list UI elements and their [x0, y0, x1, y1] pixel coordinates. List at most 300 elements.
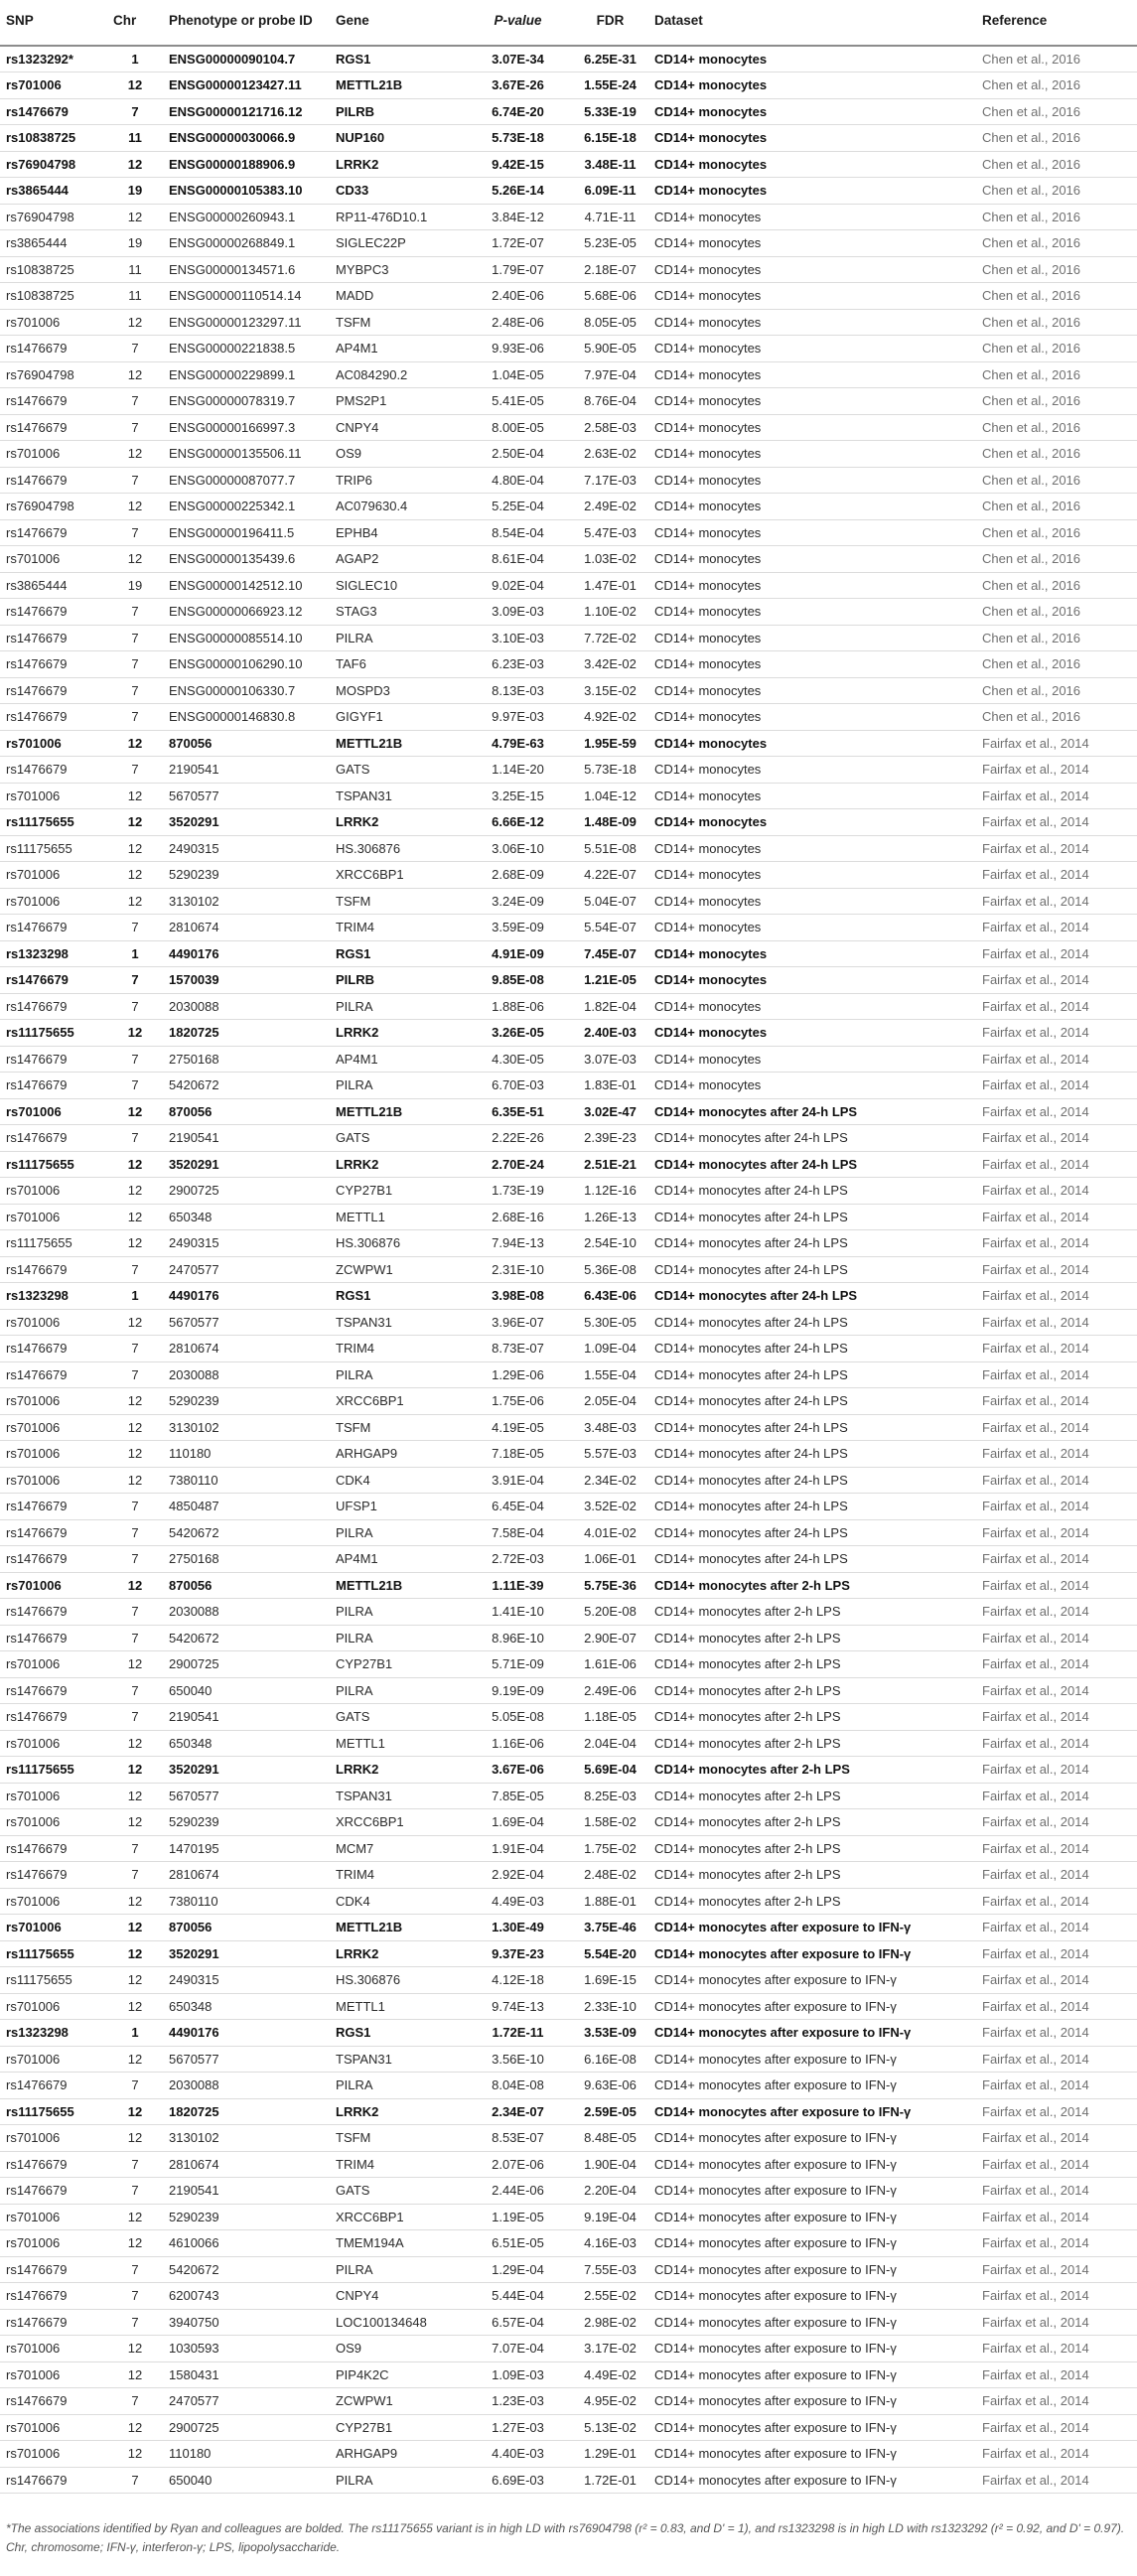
snp-cell: rs1476679 — [0, 336, 107, 362]
probe-cell: ENSG00000196411.5 — [163, 519, 330, 546]
fdr-cell: 9.19E-04 — [572, 2204, 648, 2230]
fdr-cell: 7.45E-07 — [572, 940, 648, 967]
pvalue-cell: 2.68E-09 — [464, 862, 572, 889]
table-row — [0, 2230, 1137, 2257]
chr-cell: 12 — [107, 151, 163, 178]
snp-cell: rs701006 — [0, 2441, 107, 2468]
chr-cell: 7 — [107, 677, 163, 704]
dataset-cell: CD14+ monocytes after exposure to IFN-γ — [648, 2098, 976, 2125]
fdr-cell: 1.58E-02 — [572, 1809, 648, 1836]
probe-cell: ENSG00000106330.7 — [163, 677, 330, 704]
reference-cell: Fairfax et al., 2014 — [976, 2467, 1137, 2494]
pvalue-cell: 9.02E-04 — [464, 572, 572, 599]
dataset-cell: CD14+ monocytes after 24-h LPS — [648, 1441, 976, 1468]
dataset-cell: CD14+ monocytes — [648, 494, 976, 520]
probe-cell: 2900725 — [163, 2414, 330, 2441]
chr-cell: 12 — [107, 809, 163, 836]
table-row — [0, 1204, 1137, 1230]
dataset-cell: CD14+ monocytes after exposure to IFN-γ — [648, 2336, 976, 2362]
snp-cell: rs11175655 — [0, 1230, 107, 1257]
snp-cell: rs1476679 — [0, 651, 107, 678]
dataset-cell: CD14+ monocytes after 24-h LPS — [648, 1494, 976, 1520]
dataset-cell: CD14+ monocytes after 24-h LPS — [648, 1125, 976, 1152]
dataset-cell: CD14+ monocytes after 24-h LPS — [648, 1467, 976, 1494]
pvalue-cell: 8.73E-07 — [464, 1336, 572, 1362]
reference-cell: Fairfax et al., 2014 — [976, 2336, 1137, 2362]
dataset-cell: CD14+ monocytes after 24-h LPS — [648, 1388, 976, 1415]
snp-cell: rs701006 — [0, 1809, 107, 1836]
gene-cell: AP4M1 — [330, 336, 464, 362]
snp-cell: rs701006 — [0, 1414, 107, 1441]
gene-cell: RGS1 — [330, 2020, 464, 2047]
snp-cell: rs701006 — [0, 2125, 107, 2152]
header-reference: Reference — [976, 0, 1137, 46]
header-probe: Phenotype or probe ID — [163, 0, 330, 46]
fdr-cell: 5.69E-04 — [572, 1757, 648, 1784]
snp-cell: rs701006 — [0, 546, 107, 573]
chr-cell: 7 — [107, 1125, 163, 1152]
pvalue-cell: 2.07E-06 — [464, 2151, 572, 2178]
gene-cell: ZCWPW1 — [330, 1256, 464, 1283]
chr-cell: 7 — [107, 1046, 163, 1073]
reference-cell: Fairfax et al., 2014 — [976, 1940, 1137, 1967]
pvalue-cell: 2.72E-03 — [464, 1546, 572, 1573]
probe-cell: 3130102 — [163, 2125, 330, 2152]
reference-cell: Chen et al., 2016 — [976, 467, 1137, 494]
probe-cell: 2030088 — [163, 993, 330, 1020]
probe-cell: ENSG00000121716.12 — [163, 98, 330, 125]
table-row — [0, 967, 1137, 994]
gene-cell: PILRA — [330, 1677, 464, 1704]
fdr-cell: 1.88E-01 — [572, 1888, 648, 1915]
table-row — [0, 2204, 1137, 2230]
gene-cell: OS9 — [330, 2336, 464, 2362]
chr-cell: 12 — [107, 730, 163, 757]
dataset-cell: CD14+ monocytes after 24-h LPS — [648, 1098, 976, 1125]
gene-cell: ZCWPW1 — [330, 2388, 464, 2415]
gene-cell: TRIM4 — [330, 2151, 464, 2178]
dataset-cell: CD14+ monocytes — [648, 940, 976, 967]
reference-cell: Fairfax et al., 2014 — [976, 1046, 1137, 1073]
gene-cell: TSPAN31 — [330, 2046, 464, 2073]
reference-cell: Fairfax et al., 2014 — [976, 1809, 1137, 1836]
snp-cell: rs1476679 — [0, 757, 107, 784]
chr-cell: 12 — [107, 1204, 163, 1230]
snp-cell: rs76904798 — [0, 151, 107, 178]
probe-cell: 4490176 — [163, 2020, 330, 2047]
gene-cell: CYP27B1 — [330, 2414, 464, 2441]
dataset-cell: CD14+ monocytes — [648, 1073, 976, 1099]
fdr-cell: 3.48E-03 — [572, 1414, 648, 1441]
snp-cell: rs10838725 — [0, 283, 107, 310]
fdr-cell: 2.49E-02 — [572, 494, 648, 520]
reference-cell: Chen et al., 2016 — [976, 256, 1137, 283]
table-row — [0, 915, 1137, 941]
table-row — [0, 1809, 1137, 1836]
fdr-cell: 5.30E-05 — [572, 1309, 648, 1336]
chr-cell: 12 — [107, 2441, 163, 2468]
dataset-cell: CD14+ monocytes after exposure to IFN-γ — [648, 2309, 976, 2336]
fdr-cell: 2.05E-04 — [572, 1388, 648, 1415]
table-row — [0, 1599, 1137, 1626]
gene-cell: GATS — [330, 2178, 464, 2205]
chr-cell: 7 — [107, 388, 163, 415]
pvalue-cell: 4.40E-03 — [464, 2441, 572, 2468]
pvalue-cell: 1.29E-04 — [464, 2256, 572, 2283]
fdr-cell: 5.13E-02 — [572, 2414, 648, 2441]
fdr-cell: 6.25E-31 — [572, 46, 648, 72]
fdr-cell: 5.57E-03 — [572, 1441, 648, 1468]
reference-cell: Fairfax et al., 2014 — [976, 1967, 1137, 1994]
pvalue-cell: 1.09E-03 — [464, 2361, 572, 2388]
reference-cell: Fairfax et al., 2014 — [976, 757, 1137, 784]
gene-cell: LRRK2 — [330, 809, 464, 836]
chr-cell: 7 — [107, 704, 163, 731]
chr-cell: 7 — [107, 1677, 163, 1704]
snp-cell: rs11175655 — [0, 809, 107, 836]
snp-cell: rs701006 — [0, 1783, 107, 1809]
pvalue-cell: 9.37E-23 — [464, 1940, 572, 1967]
reference-cell: Chen et al., 2016 — [976, 572, 1137, 599]
snp-cell: rs701006 — [0, 1730, 107, 1757]
header-gene: Gene — [330, 0, 464, 46]
snp-cell: rs701006 — [0, 1993, 107, 2020]
dataset-cell: CD14+ monocytes after exposure to IFN-γ — [648, 2073, 976, 2099]
fdr-cell: 1.48E-09 — [572, 809, 648, 836]
table-row — [0, 677, 1137, 704]
snp-cell: rs1476679 — [0, 993, 107, 1020]
probe-cell: 5420672 — [163, 1519, 330, 1546]
dataset-cell: CD14+ monocytes — [648, 309, 976, 336]
table-row — [0, 1178, 1137, 1205]
probe-cell: 110180 — [163, 1441, 330, 1468]
fdr-cell: 2.98E-02 — [572, 2309, 648, 2336]
dataset-cell: CD14+ monocytes after 24-h LPS — [648, 1256, 976, 1283]
chr-cell: 12 — [107, 309, 163, 336]
dataset-cell: CD14+ monocytes after exposure to IFN-γ — [648, 2283, 976, 2310]
snp-cell: rs1476679 — [0, 414, 107, 441]
reference-cell: Fairfax et al., 2014 — [976, 2361, 1137, 2388]
pvalue-cell: 4.30E-05 — [464, 1046, 572, 1073]
pvalue-cell: 1.73E-19 — [464, 1178, 572, 1205]
probe-cell: 2030088 — [163, 1361, 330, 1388]
reference-cell: Chen et al., 2016 — [976, 388, 1137, 415]
dataset-cell: CD14+ monocytes after 2-h LPS — [648, 1888, 976, 1915]
probe-cell: 2190541 — [163, 757, 330, 784]
gene-cell: AP4M1 — [330, 1546, 464, 1573]
pvalue-cell: 3.09E-03 — [464, 599, 572, 626]
pvalue-cell: 6.74E-20 — [464, 98, 572, 125]
chr-cell: 12 — [107, 2125, 163, 2152]
reference-cell: Fairfax et al., 2014 — [976, 1178, 1137, 1205]
probe-cell: 3130102 — [163, 888, 330, 915]
snp-cell: rs1476679 — [0, 1125, 107, 1152]
table-row — [0, 1230, 1137, 1257]
pvalue-cell: 2.92E-04 — [464, 1862, 572, 1889]
snp-cell: rs1476679 — [0, 704, 107, 731]
pvalue-cell: 5.25E-04 — [464, 494, 572, 520]
dataset-cell: CD14+ monocytes — [648, 151, 976, 178]
chr-cell: 12 — [107, 1940, 163, 1967]
dataset-cell: CD14+ monocytes after exposure to IFN-γ — [648, 2151, 976, 2178]
table-header — [0, 0, 1137, 46]
pvalue-cell: 5.41E-05 — [464, 388, 572, 415]
gene-cell: TSFM — [330, 1414, 464, 1441]
chr-cell: 12 — [107, 494, 163, 520]
dataset-cell: CD14+ monocytes after 2-h LPS — [648, 1783, 976, 1809]
reference-cell: Chen et al., 2016 — [976, 651, 1137, 678]
snp-cell: rs1476679 — [0, 1361, 107, 1388]
pvalue-cell: 1.69E-04 — [464, 1809, 572, 1836]
dataset-cell: CD14+ monocytes — [648, 915, 976, 941]
reference-cell: Fairfax et al., 2014 — [976, 835, 1137, 862]
fdr-cell: 1.69E-15 — [572, 1967, 648, 1994]
probe-cell: 650348 — [163, 1204, 330, 1230]
dataset-cell: CD14+ monocytes after 24-h LPS — [648, 1546, 976, 1573]
gene-cell: GIGYF1 — [330, 704, 464, 731]
snp-cell: rs10838725 — [0, 256, 107, 283]
chr-cell: 12 — [107, 204, 163, 230]
gene-cell: OS9 — [330, 441, 464, 468]
pvalue-cell: 3.06E-10 — [464, 835, 572, 862]
fdr-cell: 1.55E-04 — [572, 1361, 648, 1388]
reference-cell: Chen et al., 2016 — [976, 625, 1137, 651]
snp-cell: rs701006 — [0, 2230, 107, 2257]
gene-cell: PILRA — [330, 2256, 464, 2283]
chr-cell: 7 — [107, 757, 163, 784]
gene-cell: HS.306876 — [330, 835, 464, 862]
chr-cell: 12 — [107, 1414, 163, 1441]
dataset-cell: CD14+ monocytes after 2-h LPS — [648, 1809, 976, 1836]
dataset-cell: CD14+ monocytes after 24-h LPS — [648, 1361, 976, 1388]
table-row — [0, 1388, 1137, 1415]
chr-cell: 12 — [107, 2230, 163, 2257]
reference-cell: Chen et al., 2016 — [976, 361, 1137, 388]
table-row — [0, 2046, 1137, 2073]
fdr-cell: 1.55E-24 — [572, 72, 648, 99]
gene-cell: LRRK2 — [330, 1940, 464, 1967]
fdr-cell: 1.82E-04 — [572, 993, 648, 1020]
snp-cell: rs3865444 — [0, 572, 107, 599]
probe-cell: 4850487 — [163, 1494, 330, 1520]
table-row — [0, 1519, 1137, 1546]
pvalue-cell: 2.31E-10 — [464, 1256, 572, 1283]
table-row — [0, 1283, 1137, 1310]
dataset-cell: CD14+ monocytes after 24-h LPS — [648, 1178, 976, 1205]
chr-cell: 12 — [107, 1757, 163, 1784]
fdr-cell: 3.53E-09 — [572, 2020, 648, 2047]
chr-cell: 12 — [107, 888, 163, 915]
gene-cell: RGS1 — [330, 46, 464, 72]
header-pvalue: P-value — [464, 0, 572, 46]
table-row — [0, 993, 1137, 1020]
reference-cell: Fairfax et al., 2014 — [976, 2204, 1137, 2230]
chr-cell: 12 — [107, 835, 163, 862]
dataset-cell: CD14+ monocytes after exposure to IFN-γ — [648, 2204, 976, 2230]
pvalue-cell: 7.07E-04 — [464, 2336, 572, 2362]
dataset-cell: CD14+ monocytes after exposure to IFN-γ — [648, 2256, 976, 2283]
table-row — [0, 2388, 1137, 2415]
reference-cell: Fairfax et al., 2014 — [976, 1993, 1137, 2020]
dataset-cell: CD14+ monocytes — [648, 46, 976, 72]
fdr-cell: 8.05E-05 — [572, 309, 648, 336]
gene-cell: XRCC6BP1 — [330, 1809, 464, 1836]
pvalue-cell: 1.91E-04 — [464, 1835, 572, 1862]
snp-cell: rs701006 — [0, 783, 107, 809]
table-row — [0, 783, 1137, 809]
gene-cell: TAF6 — [330, 651, 464, 678]
probe-cell: 1570039 — [163, 967, 330, 994]
gene-cell: TMEM194A — [330, 2230, 464, 2257]
snp-cell: rs1476679 — [0, 2388, 107, 2415]
gene-cell: METTL1 — [330, 1993, 464, 2020]
reference-cell: Fairfax et al., 2014 — [976, 1388, 1137, 1415]
reference-cell: Chen et al., 2016 — [976, 414, 1137, 441]
fdr-cell: 2.04E-04 — [572, 1730, 648, 1757]
fdr-cell: 8.76E-04 — [572, 388, 648, 415]
chr-cell: 7 — [107, 2388, 163, 2415]
dataset-cell: CD14+ monocytes — [648, 467, 976, 494]
pvalue-cell: 3.07E-34 — [464, 46, 572, 72]
probe-cell: ENSG00000166997.3 — [163, 414, 330, 441]
table-row — [0, 1677, 1137, 1704]
snp-cell: rs1476679 — [0, 467, 107, 494]
snp-cell: rs1476679 — [0, 388, 107, 415]
pvalue-cell: 3.56E-10 — [464, 2046, 572, 2073]
reference-cell: Fairfax et al., 2014 — [976, 1625, 1137, 1651]
reference-cell: Chen et al., 2016 — [976, 519, 1137, 546]
reference-cell: Fairfax et al., 2014 — [976, 2125, 1137, 2152]
reference-cell: Chen et al., 2016 — [976, 230, 1137, 257]
gene-cell: CNPY4 — [330, 414, 464, 441]
snp-cell: rs1476679 — [0, 1677, 107, 1704]
gene-cell: ARHGAP9 — [330, 1441, 464, 1468]
reference-cell: Fairfax et al., 2014 — [976, 1835, 1137, 1862]
reference-cell: Fairfax et al., 2014 — [976, 2073, 1137, 2099]
reference-cell: Fairfax et al., 2014 — [976, 2283, 1137, 2310]
probe-cell: 2030088 — [163, 1599, 330, 1626]
table-row — [0, 730, 1137, 757]
table-row — [0, 1256, 1137, 1283]
reference-cell: Fairfax et al., 2014 — [976, 1888, 1137, 1915]
dataset-cell: CD14+ monocytes — [648, 967, 976, 994]
reference-cell: Chen et al., 2016 — [976, 494, 1137, 520]
table-row — [0, 572, 1137, 599]
dataset-cell: CD14+ monocytes after exposure to IFN-γ — [648, 2020, 976, 2047]
table-row — [0, 1967, 1137, 1994]
snp-cell: rs10838725 — [0, 125, 107, 152]
gene-cell: LRRK2 — [330, 2098, 464, 2125]
snp-cell: rs76904798 — [0, 494, 107, 520]
chr-cell: 7 — [107, 599, 163, 626]
dataset-cell: CD14+ monocytes — [648, 704, 976, 731]
probe-cell: 5290239 — [163, 862, 330, 889]
chr-cell: 12 — [107, 1467, 163, 1494]
dataset-cell: CD14+ monocytes — [648, 1046, 976, 1073]
header-dataset: Dataset — [648, 0, 976, 46]
table-row — [0, 2073, 1137, 2099]
gene-cell: METTL21B — [330, 1098, 464, 1125]
gene-cell: MCM7 — [330, 1835, 464, 1862]
gene-cell: XRCC6BP1 — [330, 862, 464, 889]
pvalue-cell: 3.96E-07 — [464, 1309, 572, 1336]
pvalue-cell: 3.25E-15 — [464, 783, 572, 809]
reference-cell: Fairfax et al., 2014 — [976, 2046, 1137, 2073]
reference-cell: Chen et al., 2016 — [976, 98, 1137, 125]
dataset-cell: CD14+ monocytes — [648, 757, 976, 784]
snp-cell: rs701006 — [0, 862, 107, 889]
gene-cell: PILRA — [330, 625, 464, 651]
table-row — [0, 546, 1137, 573]
dataset-cell: CD14+ monocytes after 2-h LPS — [648, 1835, 976, 1862]
dataset-cell: CD14+ monocytes — [648, 361, 976, 388]
gene-cell: UFSP1 — [330, 1494, 464, 1520]
reference-cell: Fairfax et al., 2014 — [976, 940, 1137, 967]
table-row — [0, 1572, 1137, 1599]
gene-cell: STAG3 — [330, 599, 464, 626]
pvalue-cell: 4.79E-63 — [464, 730, 572, 757]
gene-cell: CYP27B1 — [330, 1178, 464, 1205]
dataset-cell: CD14+ monocytes after exposure to IFN-γ — [648, 1993, 976, 2020]
table-row — [0, 1862, 1137, 1889]
dataset-cell: CD14+ monocytes after exposure to IFN-γ — [648, 1967, 976, 1994]
snp-cell: rs701006 — [0, 309, 107, 336]
gene-cell: TSPAN31 — [330, 783, 464, 809]
dataset-cell: CD14+ monocytes — [648, 809, 976, 836]
fdr-cell: 1.75E-02 — [572, 1835, 648, 1862]
table-row — [0, 1546, 1137, 1573]
pvalue-cell: 1.79E-07 — [464, 256, 572, 283]
pvalue-cell: 8.13E-03 — [464, 677, 572, 704]
probe-cell: 7380110 — [163, 1888, 330, 1915]
snp-cell: rs701006 — [0, 1098, 107, 1125]
chr-cell: 12 — [107, 441, 163, 468]
gene-cell: LRRK2 — [330, 1151, 464, 1178]
pvalue-cell: 3.98E-08 — [464, 1283, 572, 1310]
snp-cell: rs1476679 — [0, 2256, 107, 2283]
fdr-cell: 4.92E-02 — [572, 704, 648, 731]
chr-cell: 7 — [107, 993, 163, 1020]
reference-cell: Fairfax et al., 2014 — [976, 2098, 1137, 2125]
pvalue-cell: 6.66E-12 — [464, 809, 572, 836]
chr-cell: 12 — [107, 361, 163, 388]
probe-cell: 3520291 — [163, 1940, 330, 1967]
dataset-cell: CD14+ monocytes after exposure to IFN-γ — [648, 2230, 976, 2257]
reference-cell: Chen et al., 2016 — [976, 178, 1137, 205]
dataset-cell: CD14+ monocytes — [648, 1020, 976, 1047]
snp-cell: rs11175655 — [0, 835, 107, 862]
gene-cell: RGS1 — [330, 1283, 464, 1310]
pvalue-cell: 8.61E-04 — [464, 546, 572, 573]
fdr-cell: 2.49E-06 — [572, 1677, 648, 1704]
table-row — [0, 704, 1137, 731]
reference-cell: Fairfax et al., 2014 — [976, 967, 1137, 994]
snp-cell: rs701006 — [0, 2361, 107, 2388]
table-row — [0, 1125, 1137, 1152]
fdr-cell: 3.42E-02 — [572, 651, 648, 678]
fdr-cell: 8.48E-05 — [572, 2125, 648, 2152]
probe-cell: 4490176 — [163, 940, 330, 967]
chr-cell: 12 — [107, 1178, 163, 1205]
table-row — [0, 757, 1137, 784]
probe-cell: 5670577 — [163, 1309, 330, 1336]
reference-cell: Fairfax et al., 2014 — [976, 888, 1137, 915]
gene-cell: PILRA — [330, 1073, 464, 1099]
reference-cell: Fairfax et al., 2014 — [976, 2178, 1137, 2205]
table-row — [0, 361, 1137, 388]
fdr-cell: 5.75E-36 — [572, 1572, 648, 1599]
probe-cell: 5420672 — [163, 2256, 330, 2283]
